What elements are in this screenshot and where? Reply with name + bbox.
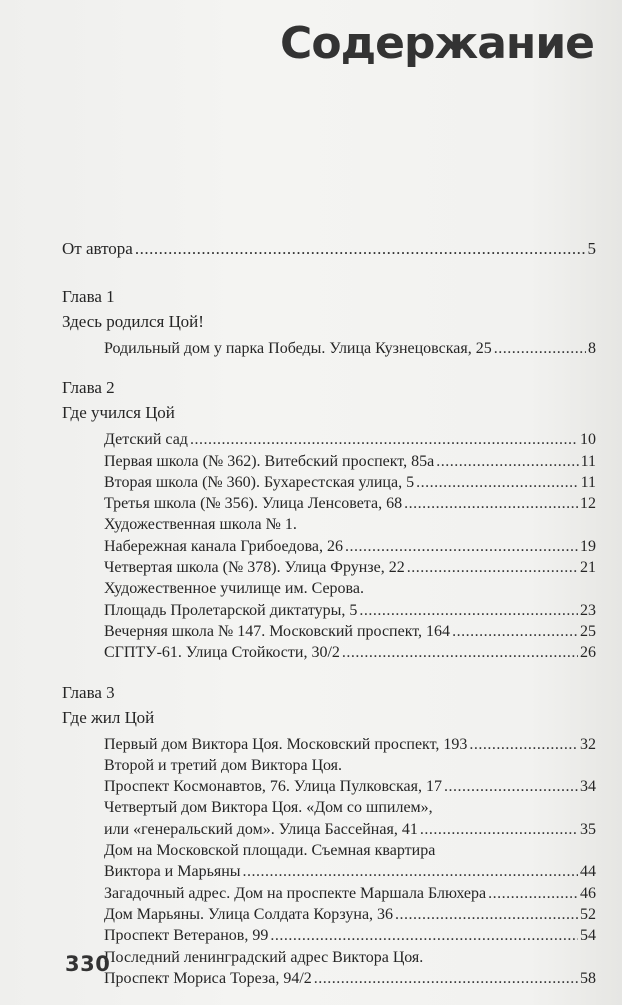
toc-entry[interactable] bbox=[104, 642, 596, 663]
toc-entry-label: Третья школа (№ 356). Улица Ленсовета, 68 bbox=[104, 495, 403, 513]
toc-page-number: 35 bbox=[580, 820, 596, 838]
chapter-title[interactable]: Где жил Цой bbox=[62, 707, 155, 727]
toc-page-number: 26 bbox=[580, 644, 596, 662]
dot-leader bbox=[342, 642, 578, 663]
toc-entry[interactable] bbox=[104, 776, 596, 797]
dot-leader bbox=[407, 557, 578, 578]
chapter-label: Глава 3 bbox=[62, 682, 115, 702]
toc-entry[interactable] bbox=[104, 557, 596, 578]
toc-page-number: 52 bbox=[580, 905, 596, 923]
toc-page-number: 25 bbox=[580, 622, 596, 640]
toc-entry-label: Проспект Мориса Тореза, 94/2 bbox=[104, 969, 312, 987]
dot-leader bbox=[404, 493, 578, 514]
dot-leader bbox=[135, 238, 586, 260]
chapter-label: Глава 2 bbox=[62, 378, 115, 398]
toc-entry[interactable] bbox=[104, 600, 596, 621]
dot-leader bbox=[314, 968, 578, 989]
toc-entry-label: Родильный дом у парка Победы. Улица Кузнецовская, 25 bbox=[104, 340, 492, 357]
dot-leader bbox=[416, 472, 579, 493]
toc-entry[interactable] bbox=[104, 536, 596, 557]
toc-entry-label: Первая школа (№ 362). Витебский проспект, 85а bbox=[104, 452, 435, 470]
dot-leader bbox=[444, 776, 578, 797]
toc-page-number: 10 bbox=[580, 431, 596, 449]
toc-page-number: 11 bbox=[580, 452, 596, 470]
toc-entry[interactable] bbox=[104, 429, 596, 450]
toc-entry-line[interactable]: Четвертый дом Виктора Цоя. «Дом со шпилем», bbox=[104, 799, 433, 817]
chapters-list bbox=[62, 284, 596, 989]
chapter-items bbox=[104, 734, 596, 990]
toc-entry-label: Виктора и Марьяны bbox=[104, 863, 241, 881]
toc-entry[interactable] bbox=[104, 925, 596, 946]
toc-page-number: 11 bbox=[580, 473, 596, 491]
toc-entry-line[interactable]: Художественная школа № 1. bbox=[104, 516, 297, 534]
toc-entry[interactable] bbox=[104, 883, 596, 904]
dot-leader bbox=[494, 338, 586, 359]
toc-entry-label: Загадочный адрес. Дом на проспекте Маршала Блюхера bbox=[104, 884, 487, 902]
chapter-2 bbox=[62, 375, 596, 663]
toc-entry-label: Набережная канала Грибоедова, 26 bbox=[104, 537, 344, 555]
toc-entry-label: От автора bbox=[62, 239, 133, 258]
chapter-title[interactable]: Здесь родился Цой! bbox=[62, 312, 204, 331]
toc-entry-line[interactable]: Художественное училище им. Серова. bbox=[104, 580, 364, 598]
toc-page-number: 44 bbox=[580, 863, 596, 881]
toc-page-number: 19 bbox=[580, 537, 596, 555]
page-title: Содержание bbox=[280, 18, 594, 69]
toc-entry-label: Дом Марьяны. Улица Солдата Корзуна, 36 bbox=[104, 905, 394, 923]
toc-entry-label: Вторая школа (№ 360). Бухарестская улица, 5 bbox=[104, 473, 415, 491]
toc-entry-line[interactable]: Второй и третий дом Виктора Цоя. bbox=[104, 756, 343, 774]
dot-leader bbox=[190, 429, 578, 450]
toc-page-number: 21 bbox=[580, 559, 596, 577]
dot-leader bbox=[469, 734, 578, 755]
toc-entry-label: Первый дом Виктора Цоя. Московский проспект, 193 bbox=[104, 735, 468, 753]
toc-page-number: 32 bbox=[580, 735, 596, 753]
toc-page-number: 23 bbox=[580, 601, 596, 619]
toc-page-number: 46 bbox=[580, 884, 596, 902]
toc-entry-label: или «генеральский дом». Улица Бассейная, 41 bbox=[104, 820, 418, 838]
dot-leader bbox=[452, 621, 578, 642]
toc-entry[interactable] bbox=[104, 493, 596, 514]
toc-entry[interactable] bbox=[104, 968, 596, 989]
toc-entry[interactable] bbox=[104, 819, 596, 840]
toc-entry-line[interactable]: Дом на Московской площади. Съемная квартира bbox=[104, 842, 436, 860]
toc-entry-label: Площадь Пролетарской диктатуры, 5 bbox=[104, 601, 358, 619]
toc-entry-label: Вечерняя школа № 147. Московский проспект, 164 bbox=[104, 622, 451, 640]
toc-entry-label: Проспект Космонавтов, 76. Улица Пулковская, 17 bbox=[104, 778, 443, 796]
chapter-items bbox=[104, 338, 596, 359]
chapter-3 bbox=[62, 680, 596, 990]
toc-entry[interactable] bbox=[104, 338, 596, 359]
toc-entry-label: Четвертая школа (№ 378). Улица Фрунзе, 22 bbox=[104, 559, 405, 577]
toc-entry[interactable] bbox=[104, 904, 596, 925]
toc-page-number: 8 bbox=[588, 340, 596, 357]
toc-page-number: 58 bbox=[580, 969, 596, 987]
dot-leader bbox=[420, 819, 578, 840]
toc-entry[interactable] bbox=[104, 472, 596, 493]
toc-entry-intro[interactable] bbox=[62, 238, 596, 260]
dot-leader bbox=[270, 925, 578, 946]
dot-leader bbox=[436, 451, 578, 472]
toc-entry[interactable] bbox=[104, 451, 596, 472]
chapter-label: Глава 1 bbox=[62, 287, 115, 306]
dot-leader bbox=[243, 861, 578, 882]
chapter-items bbox=[104, 429, 596, 663]
chapter-title[interactable]: Где учился Цой bbox=[62, 403, 175, 423]
dot-leader bbox=[488, 883, 578, 904]
toc-page-number: 54 bbox=[580, 927, 596, 945]
dot-leader bbox=[345, 536, 578, 557]
toc-entry[interactable] bbox=[104, 861, 596, 882]
toc-entry-line[interactable]: Последний ленинградский адрес Виктора Цоя. bbox=[104, 948, 424, 966]
page-number: 330 bbox=[65, 952, 111, 976]
toc-page-number: 5 bbox=[587, 239, 596, 258]
toc-entry-label: Детский сад bbox=[104, 431, 188, 449]
toc-entry[interactable] bbox=[104, 621, 596, 642]
toc-entry[interactable] bbox=[104, 734, 596, 755]
chapter-1 bbox=[62, 284, 596, 359]
dot-leader bbox=[395, 904, 578, 925]
toc-page-number: 12 bbox=[580, 495, 596, 513]
toc-entry-label: СГПТУ-61. Улица Стойкости, 30/2 bbox=[104, 644, 340, 662]
dot-leader bbox=[359, 600, 578, 621]
toc-entry-label: Проспект Ветеранов, 99 bbox=[104, 927, 269, 945]
table-of-contents bbox=[62, 238, 596, 1005]
toc-page-number: 34 bbox=[580, 778, 596, 796]
